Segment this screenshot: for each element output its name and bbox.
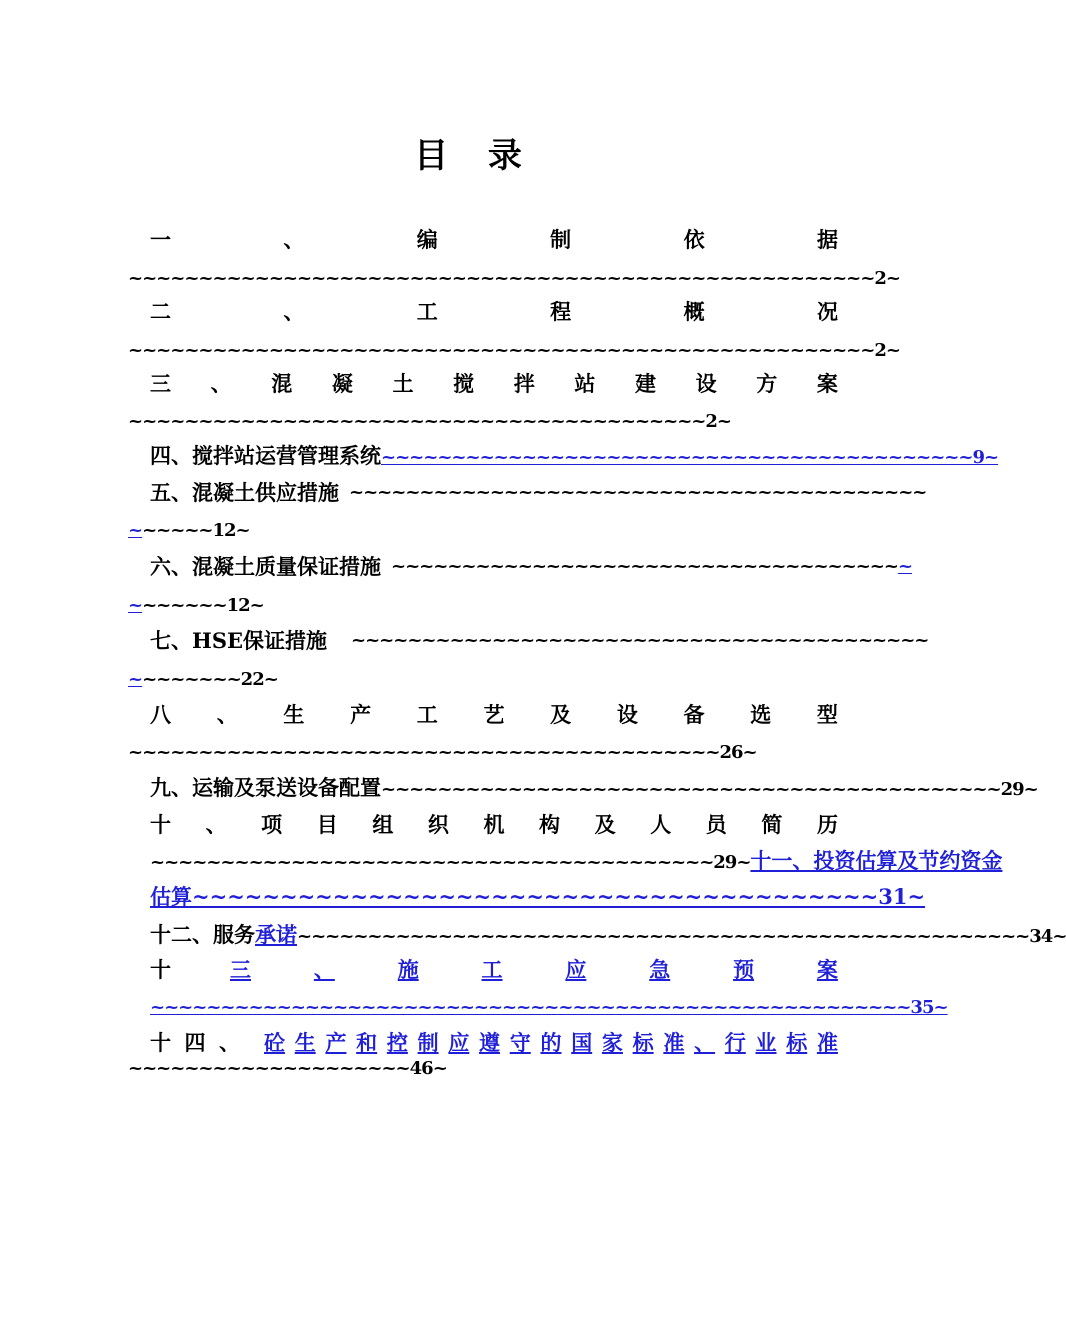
toc-entry-6-link-a[interactable]: ~ (897, 556, 913, 577)
e8a-char-3: 产 (350, 702, 372, 727)
toc-entry-8[interactable] (128, 700, 838, 730)
e6a-char-9: 措 (339, 554, 360, 579)
toc-entry-12-link[interactable]: 承诺 (255, 922, 297, 947)
toc-entry-5-leader: ~~~~~~~~~~~~~~~~~~~~~~~~~~~~~~~~~~~~~~~~~ (349, 482, 927, 503)
e10a-char-3: 目 (316, 812, 338, 837)
e10a-char-12: 历 (816, 812, 838, 837)
page-title: 目 录 (414, 136, 536, 176)
e10a-char-9: 人 (650, 812, 672, 837)
toc-entry-7-link[interactable]: ~ (128, 669, 143, 690)
e3a-char-7: 站 (574, 371, 596, 396)
e3a-char-11: 案 (816, 371, 838, 396)
e14a-char-12: 标 (632, 1030, 654, 1055)
e8a-char-9: 选 (750, 702, 772, 727)
e2a-char-4: 概 (683, 299, 705, 324)
e8a-char-6: 及 (550, 702, 572, 727)
e13a-char-4: 应 (565, 957, 587, 982)
toc-entry-2-leader: ~~~~~~~~~~~~~~~~~~~~~~~~~~~~~~~~~~~~~~~~~~~~~~~~~~~~~2~ (128, 340, 900, 361)
e14a-char-10: 国 (571, 1030, 593, 1055)
toc-entry-11-cont[interactable] (128, 882, 926, 912)
e1a-char-1: 、 (283, 227, 305, 252)
e13a-char-0: 三 (230, 957, 251, 982)
e8a-char-10: 型 (816, 702, 838, 727)
e5a-char-5: 供 (255, 480, 276, 505)
e1a-char-0: 一 (150, 227, 171, 252)
e6a-char-8: 证 (318, 554, 339, 579)
e8a-char-7: 设 (616, 702, 638, 727)
e14a-char-13: 准 (663, 1030, 685, 1055)
e10a-char-1: 、 (205, 812, 227, 837)
e6a-char-2: 混 (192, 554, 213, 579)
e14p-char-0: 十 (150, 1030, 171, 1055)
e14a-char-2: 产 (325, 1030, 347, 1055)
e6a-char-3: 凝 (213, 554, 234, 579)
e5a-char-1: 、 (171, 480, 192, 505)
e5a-char-3: 凝 (213, 480, 234, 505)
e5a-char-6: 应 (276, 480, 297, 505)
e3a-char-5: 搅 (453, 371, 475, 396)
e14a-char-8: 守 (509, 1030, 531, 1055)
toc-entry-7-leader: ~~~~~~~~~~~~~~~~~~~~~~~~~~~~~~~~~~~~~~~~~ (351, 630, 929, 651)
e1a-char-5: 据 (816, 227, 838, 252)
e5a-char-7: 措 (297, 480, 318, 505)
e10a-char-2: 项 (261, 812, 283, 837)
e8a-char-1: 、 (216, 702, 238, 727)
toc-entry-13-link[interactable]: ~~~~~~~~~~~~~~~~~~~~~~~~~~~~~~~~~~~~~~~~~~~~~~~~~~~~~~35~ (150, 997, 948, 1018)
e7a-char-0: 七 (150, 628, 171, 653)
toc-entry-13[interactable]: 十 三 、 施 工 应 急 预 案 (128, 955, 838, 985)
e13a-char-1: 、 (313, 957, 335, 982)
e14a-char-1: 生 (294, 1030, 316, 1055)
toc-entry-6[interactable] (128, 552, 913, 582)
e10a-char-10: 员 (705, 812, 727, 837)
e8a-char-8: 备 (683, 702, 705, 727)
e10a-char-5: 织 (427, 812, 449, 837)
toc-entry-8-leader: ~~~~~~~~~~~~~~~~~~~~~~~~~~~~~~~~~~~~~~~~~~26~ (128, 742, 757, 763)
table-of-contents (128, 0, 1066, 1344)
e6a-char-5: 质 (255, 554, 276, 579)
e7a-char-1: 、 (171, 628, 192, 653)
e1a-char-3: 制 (550, 227, 572, 252)
e7a-char-4: 证 (264, 628, 286, 653)
e3a-char-3: 凝 (331, 371, 353, 396)
e2a-char-1: 、 (283, 299, 305, 324)
e13a-char-3: 工 (481, 957, 503, 982)
toc-entry-6-page: ~~~~~~~12~ (128, 595, 264, 616)
e14a-char-11: 家 (601, 1030, 623, 1055)
e14p-char-2: 、 (219, 1030, 240, 1055)
e14a-char-17: 标 (786, 1030, 808, 1055)
e3a-char-6: 拌 (513, 371, 535, 396)
e7a-char-6: 施 (306, 628, 328, 653)
toc-entry-6-leader: ~~~~~~~~~~~~~~~~~~~~~~~~~~~~~~~~~~~~ (391, 556, 898, 577)
toc-entry-4-link[interactable]: ~~~~~~~~~~~~~~~~~~~~~~~~~~~~~~~~~~~~~~~~~~9~ (381, 447, 999, 468)
e8a-char-2: 生 (283, 702, 305, 727)
e5a-char-8: 施 (318, 480, 339, 505)
e14a-char-0: 砼 (264, 1030, 285, 1055)
toc-entry-7[interactable] (128, 626, 929, 656)
toc-entry-5-link[interactable]: ~ (128, 520, 143, 541)
e2a-char-0: 二 (150, 299, 171, 324)
toc-entry-3[interactable] (128, 369, 838, 399)
e14a-char-9: 的 (540, 1030, 562, 1055)
e6a-char-4: 土 (234, 554, 255, 579)
toc-entry-13-leader[interactable] (128, 991, 948, 1021)
toc-entry-2[interactable] (128, 297, 838, 327)
toc-entry-4[interactable] (128, 441, 999, 471)
toc-entry-9[interactable]: 九、运输及泵送设备配置~~~~~~~~~~~~~~~~~~~~~~~~~~~~~~~~~~~~~~~~~~~~29~ (150, 775, 1038, 800)
e14a-char-7: 遵 (479, 1030, 501, 1055)
e7a-char-5: 措 (285, 628, 307, 653)
toc-entry-14-leader: ~~~~~~~~~~~~~~~~~~~~46~ (128, 1058, 447, 1079)
toc-entry-6-link-b[interactable]: ~ (128, 595, 143, 616)
e14a-char-5: 制 (417, 1030, 439, 1055)
e14a-char-6: 应 (448, 1030, 470, 1055)
e10a-char-7: 构 (539, 812, 561, 837)
e7a-char-2: HSE (192, 628, 244, 653)
e8a-char-5: 艺 (483, 702, 505, 727)
e8a-char-4: 工 (416, 702, 438, 727)
e10a-char-6: 机 (483, 812, 505, 837)
e5a-char-0: 五 (150, 480, 171, 505)
e6a-char-1: 、 (171, 554, 192, 579)
toc-entry-10-leader: ~~~~~~~~~~~~~~~~~~~~~~~~~~~~~~~~~~~~~~~~29~十一、投资估算及节约资金 (150, 848, 1003, 873)
toc-entry-1[interactable] (128, 225, 838, 255)
e1a-char-4: 依 (683, 227, 705, 252)
e3a-char-9: 设 (695, 371, 717, 396)
e3a-char-0: 三 (150, 371, 171, 396)
e6a-char-0: 六 (150, 554, 171, 579)
toc-entry-1-leader: ~~~~~~~~~~~~~~~~~~~~~~~~~~~~~~~~~~~~~~~~~~~~~~~~~~~~~2~ (128, 268, 900, 289)
toc-entry-12[interactable]: 十二、服务承诺~~~~~~~~~~~~~~~~~~~~~~~~~~~~~~~~~~~~~~~~~~~~~~~~~~~~34~ (150, 922, 1066, 947)
toc-entry-10[interactable] (128, 810, 838, 840)
toc-entry-11-link[interactable]: 十一、投资估算及节约资金 (750, 848, 1003, 873)
e13a-char-2: 施 (397, 957, 419, 982)
e5a-char-4: 土 (234, 480, 255, 505)
e10a-char-0: 十 (150, 812, 171, 837)
e3a-char-8: 建 (635, 371, 656, 396)
e3a-char-2: 混 (271, 371, 293, 396)
e14p-char-1: 四 (184, 1030, 206, 1055)
e3a-char-4: 土 (392, 371, 414, 396)
e5a-char-2: 混 (192, 480, 213, 505)
e2a-char-2: 工 (416, 299, 438, 324)
e3a-char-1: 、 (210, 371, 232, 396)
e2a-char-3: 程 (550, 299, 572, 324)
e1a-char-2: 编 (416, 227, 438, 252)
e14a-char-18: 准 (816, 1030, 838, 1055)
e10a-char-8: 及 (594, 812, 616, 837)
e10a-char-4: 组 (372, 812, 394, 837)
e7a-char-3: 保 (243, 628, 265, 653)
e13a-char-7: 案 (816, 957, 838, 982)
e3a-char-10: 方 (756, 371, 778, 396)
e6a-char-6: 量 (276, 554, 297, 579)
toc-entry-5-page: ~~~~~~12~ (128, 520, 250, 541)
e6a-char-7: 保 (297, 554, 318, 579)
toc-entry-11-link-cont[interactable]: 估算~~~~~~~~~~~~~~~~~~~~~~~~~~~~~~~~~~~~~~~31~ (150, 884, 926, 909)
e14a-char-16: 业 (755, 1030, 777, 1055)
e2a-char-5: 况 (816, 299, 838, 324)
e14a-char-15: 行 (724, 1030, 746, 1055)
toc-entry-7-page: ~~~~~~~~22~ (128, 669, 278, 690)
toc-entry-4-text: 四、搅拌站运营管理系统 (150, 443, 381, 468)
toc-entry-3-leader: ~~~~~~~~~~~~~~~~~~~~~~~~~~~~~~~~~~~~~~~~~2~ (128, 411, 731, 432)
e13a-char-6: 预 (733, 957, 755, 982)
toc-entry-5[interactable] (128, 478, 927, 508)
e10a-char-11: 简 (761, 812, 783, 837)
e13a-char-5: 急 (649, 957, 671, 982)
e14a-char-3: 和 (356, 1030, 378, 1055)
e14a-char-14: 、 (694, 1030, 716, 1055)
e8a-char-0: 八 (150, 702, 171, 727)
e6a-char-10: 施 (360, 554, 381, 579)
e14a-char-4: 控 (386, 1030, 408, 1055)
